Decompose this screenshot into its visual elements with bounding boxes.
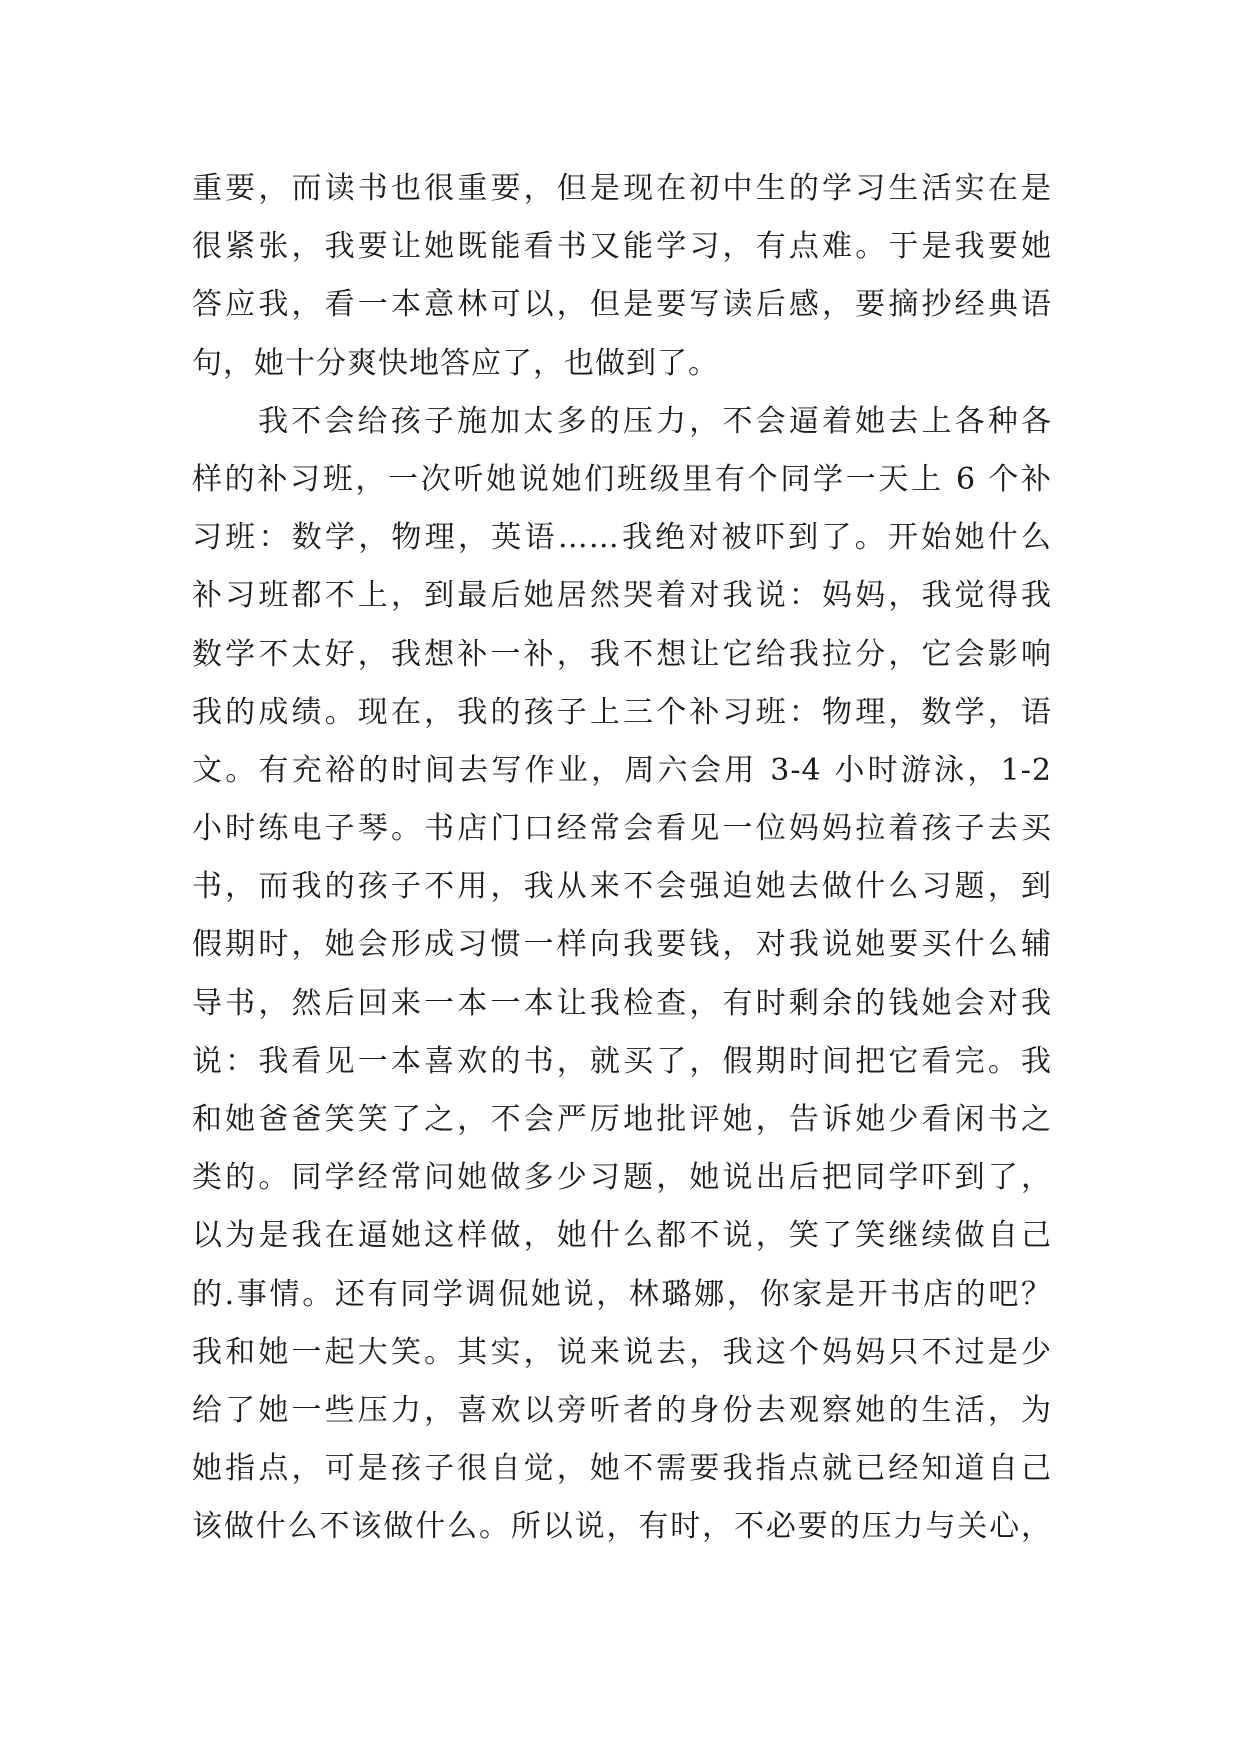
text-line: 答应我，看一本意林可以，但是要写读后感，要摘抄经典语 <box>192 287 1052 323</box>
text-line: 样的补习班，一次听她说她们班级里有个同学一天上 6 个补 <box>192 461 1052 497</box>
paragraph-first-line: 我不会给孩子施加太多的压力，不会逼着她去上各种各 <box>258 403 1052 439</box>
text-line: 以为是我在逼她这样做，她什么都不说，笑了笑继续做自己 <box>192 1218 1052 1254</box>
text-line: 该做什么不该做什么。所以说，有时，不必要的压力与关心， <box>192 1509 1052 1545</box>
text-line: 我和她一起大笑。其实，说来说去，我这个妈妈只不过是少 <box>192 1334 1052 1370</box>
text-line: 说：我看见一本喜欢的书，就买了，假期时间把它看完。我 <box>192 1043 1052 1079</box>
text-line: 导书，然后回来一本一本让我检查，有时剩余的钱她会对我 <box>192 985 1052 1021</box>
text-line: 很紧张，我要让她既能看书又能学习，有点难。于是我要她 <box>192 229 1052 265</box>
text-line: 小时练电子琴。书店门口经常会看见一位妈妈拉着孩子去买 <box>192 811 1052 847</box>
text-line: 我的成绩。现在，我的孩子上三个补习班：物理，数学，语 <box>192 694 1052 730</box>
body-text <box>192 160 1052 1557</box>
text-line: 句，她十分爽快地答应了，也做到了。 <box>192 345 719 381</box>
text-line: 她指点，可是孩子很自觉，她不需要我指点就已经知道自己 <box>192 1451 1052 1487</box>
text-line: 习班：数学，物理，英语……我绝对被吓到了。开始她什么 <box>192 520 1052 556</box>
text-line: 假期时，她会形成习惯一样向我要钱，对我说她要买什么辅 <box>192 927 1052 963</box>
text-line: 重要，而读书也很重要，但是现在初中生的学习生活实在是 <box>192 171 1052 206</box>
text-line: 和她爸爸笑笑了之，不会严厉地批评她，告诉她少看闲书之 <box>192 1102 1052 1137</box>
text-line: 文。有充裕的时间去写作业，周六会用 3-4 小时游泳，1-2 <box>192 752 1052 788</box>
text-line: 数学不太好，我想补一补，我不想让它给我拉分，它会影响 <box>192 636 1052 672</box>
text-line: 给了她一些压力，喜欢以旁听者的身份去观察她的生活，为 <box>192 1392 1052 1428</box>
text-line: 补习班都不上，到最后她居然哭着对我说：妈妈，我觉得我 <box>192 578 1052 614</box>
text-line: 的.事情。还有同学调侃她说，林璐娜，你家是开书店的吧？ <box>192 1276 1052 1312</box>
text-line: 类的。同学经常问她做多少习题，她说出后把同学吓到了， <box>192 1160 1052 1196</box>
text-line: 书，而我的孩子不用，我从来不会强迫她去做什么习题，到 <box>192 869 1052 905</box>
